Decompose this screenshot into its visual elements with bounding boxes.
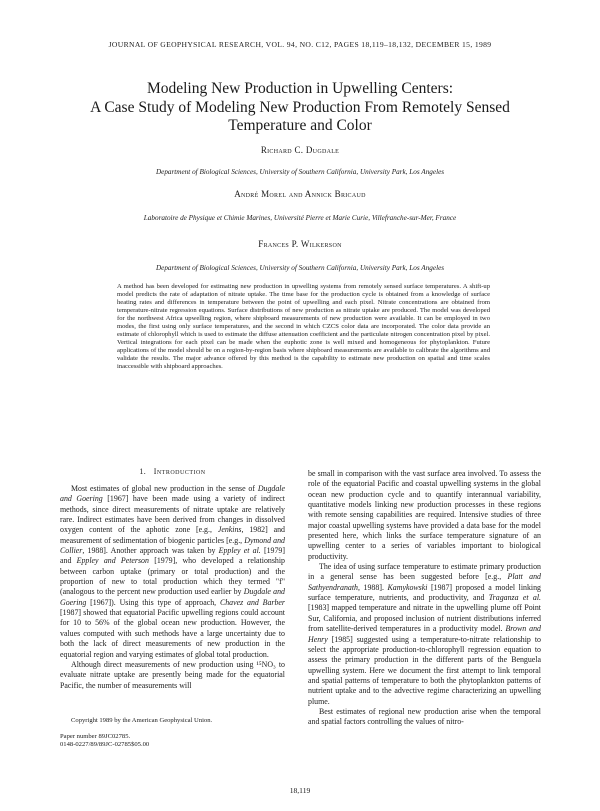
text-run: [1979] and (60, 546, 285, 566)
citation-author: Dymond and Collier (60, 535, 285, 556)
citation-author: Brown and Henry (308, 624, 541, 644)
citation-author: Chavez and Barber (219, 597, 285, 607)
text-run: [1987] showed that equatorial Pacific upwelling regions could account for 10 to 56% of the global ocean new production. However, the values computed with such methods have a large uncertainty due to both the lack of direct measurements of new production in the equatorial region and varying estimates of global total production. (60, 608, 285, 659)
text-run: , 1988]. Another approach was taken by (82, 546, 219, 556)
text-run: [1987] proposed a model linking surface temperature, nutrients, and productivity, and (308, 582, 541, 603)
title-line-1: Modeling New Production in Upwelling Centers: (146, 80, 454, 97)
issn-code: 0148-0227/89/89JC-02785$05.00 (60, 741, 150, 748)
text-run: , 1982] and measurement of sedimentation of biogenic particles [e.g., (60, 525, 285, 545)
citation-author: Platt and Sathyendranath (308, 572, 541, 592)
citation-author: Kamykowski (387, 582, 428, 592)
affiliation-2: Laboratoire de Physique et Chimie Marines, Université Pierre et Marie Curie, Villefranche-sur-Mer, France (143, 214, 457, 222)
text-run: The idea of using surface temperature to estimate primary production in a general sense has been suggested before [e.g., (308, 562, 541, 582)
copyright-line: Copyright 1989 by the American Geophysical Union. (71, 717, 213, 724)
intro-paragraph-2: Although direct measurements of new production using ¹⁵NO₃ to evaluate nitrate uptake are presently being made for the equatorial Pacific, the number of measurements will (60, 659, 285, 690)
affiliation-1: Department of Biological Sciences, University of Southern California, University Park, Los Angeles (155, 168, 445, 176)
section-number: 1. (139, 467, 147, 476)
right-paragraph-1: be small in comparison with the vast surface area involved. To assess the role of the equatorial Pacific and coastal upwelling systems in the global ocean new production cycle and to quantify interannual variability, quantitative models linking new production processes in these regions with remote sensing capabilities are required. Intensive studies of three major coastal upwelling systems have provided a data base for the model presented here, which links the surface temperature signature of an upwelling center to a series of variables important to biological productivity. (308, 469, 541, 561)
text-run: [1985] suggested using a temperature-to-nitrate relationship to select the appropriate production-to-chlorophyll regression equation to assess the primary production in the different parts of the Benguela upwelling system. Here we document the first attempt to link temporal and spatial patterns of temperature to both the phytoplankton patterns of nutrient uptake and to the advective regime characterizing an upwelling plume. (308, 634, 541, 706)
section-title: Introduction (153, 467, 206, 476)
text-run: Most estimates of global new production in the sense of (71, 484, 258, 493)
section-heading (60, 467, 285, 476)
title-line-3: Temperature and Color (228, 117, 372, 134)
text-run: [1983] mapped temperature and nitrate in the upwelling plume off Point Sur, California, and proposed inclusion of nutrient distributions inferred from satellite-derived temperatures in a productivity model. (308, 603, 541, 634)
right-column (308, 469, 541, 728)
citation-author: Eppley and Peterson (76, 556, 149, 566)
right-paragraph-2 (308, 562, 541, 707)
journal-header: JOURNAL OF GEOPHYSICAL RESEARCH, VOL. 94, NO. C12, PAGES 18,119–18,132, DECEMBER 15, 1989 (108, 40, 492, 49)
abstract: A method has been developed for estimating new production in upwelling systems from remotely sensed surface temperatures. A shift-up model predicts the rate of adaptation of nitrate uptake. The time base for the production cycle is obtained from a knowledge of surface heating rates and differences in temperature between the point of upwelling and each pixel. Nitrate concentrations are obtained from temperature-nitrate regression equations. Surface distributions of new production as nitrate uptake are produced. The model was developed for the northwest Africa upwelling region, where shipboard measurements of new production were available. It can be employed in two modes, the first using only surface temperatures, and the second in which CZCS color data are incorporated. The color data provide an estimate of chlorophyll which is used to estimate the diffuse attenuation coefficient and the particulate nitrogen concentration pixel by pixel. Vertical integrations for each pixel can be made when the euphotic zone is well mixed and homogeneous for phytoplankton. Future applications of the model should be on a region-by-region basis where shipboard measurements are available to calibrate the algorithms and validate the results. The major advance offered by this method is the capability to estimate new production on spatial and time scales inaccessible with shipboard approaches. (117, 283, 490, 370)
text-run: [1967]). Using this type of approach, (86, 597, 220, 607)
citation-author: Traganza et al. (488, 593, 541, 603)
affiliation-3: Department of Biological Sciences, University of Southern California, University Park, Los Angeles (155, 264, 445, 272)
text-run: [1979], who developed a relationship between carbon uptake (primary or total production) and the proportion of new to total production which they termed "f" (analogous to the percent new production used earlier by (60, 556, 285, 597)
author-2: André Morel and Annick Bricaud (234, 189, 366, 199)
citation-author: Dugdale and Goering (60, 587, 285, 607)
paper-number: Paper number 89JC02785. (60, 733, 131, 740)
paper-title (40, 80, 560, 136)
title-line-2: A Case Study of Modeling New Production From Remotely Sensed (90, 98, 510, 116)
citation-author: Jenkins (217, 525, 242, 535)
intro-paragraph-1 (60, 484, 285, 660)
author-1: Richard C. Dugdale (260, 145, 340, 155)
page-number: 18,119 (289, 786, 311, 795)
text-run: [1967] have been made using a variety of indirect methods, since direct measurements of nitrate uptake are relatively rare. Indirect estimates have been derived from changes in dissolved oxygen content of the aphotic zone [e.g., (60, 494, 285, 535)
citation-author: Eppley et al. (218, 546, 261, 556)
text-run: , 1988]. (357, 582, 388, 592)
left-column (60, 484, 285, 691)
citation-author: Dugdale and Goering (60, 484, 285, 504)
right-paragraph-3: Best estimates of regional new production arise when the temporal and spatial factors controlling the values of nitro- (308, 706, 541, 727)
author-3: Frances P. Wilkerson (258, 239, 342, 249)
